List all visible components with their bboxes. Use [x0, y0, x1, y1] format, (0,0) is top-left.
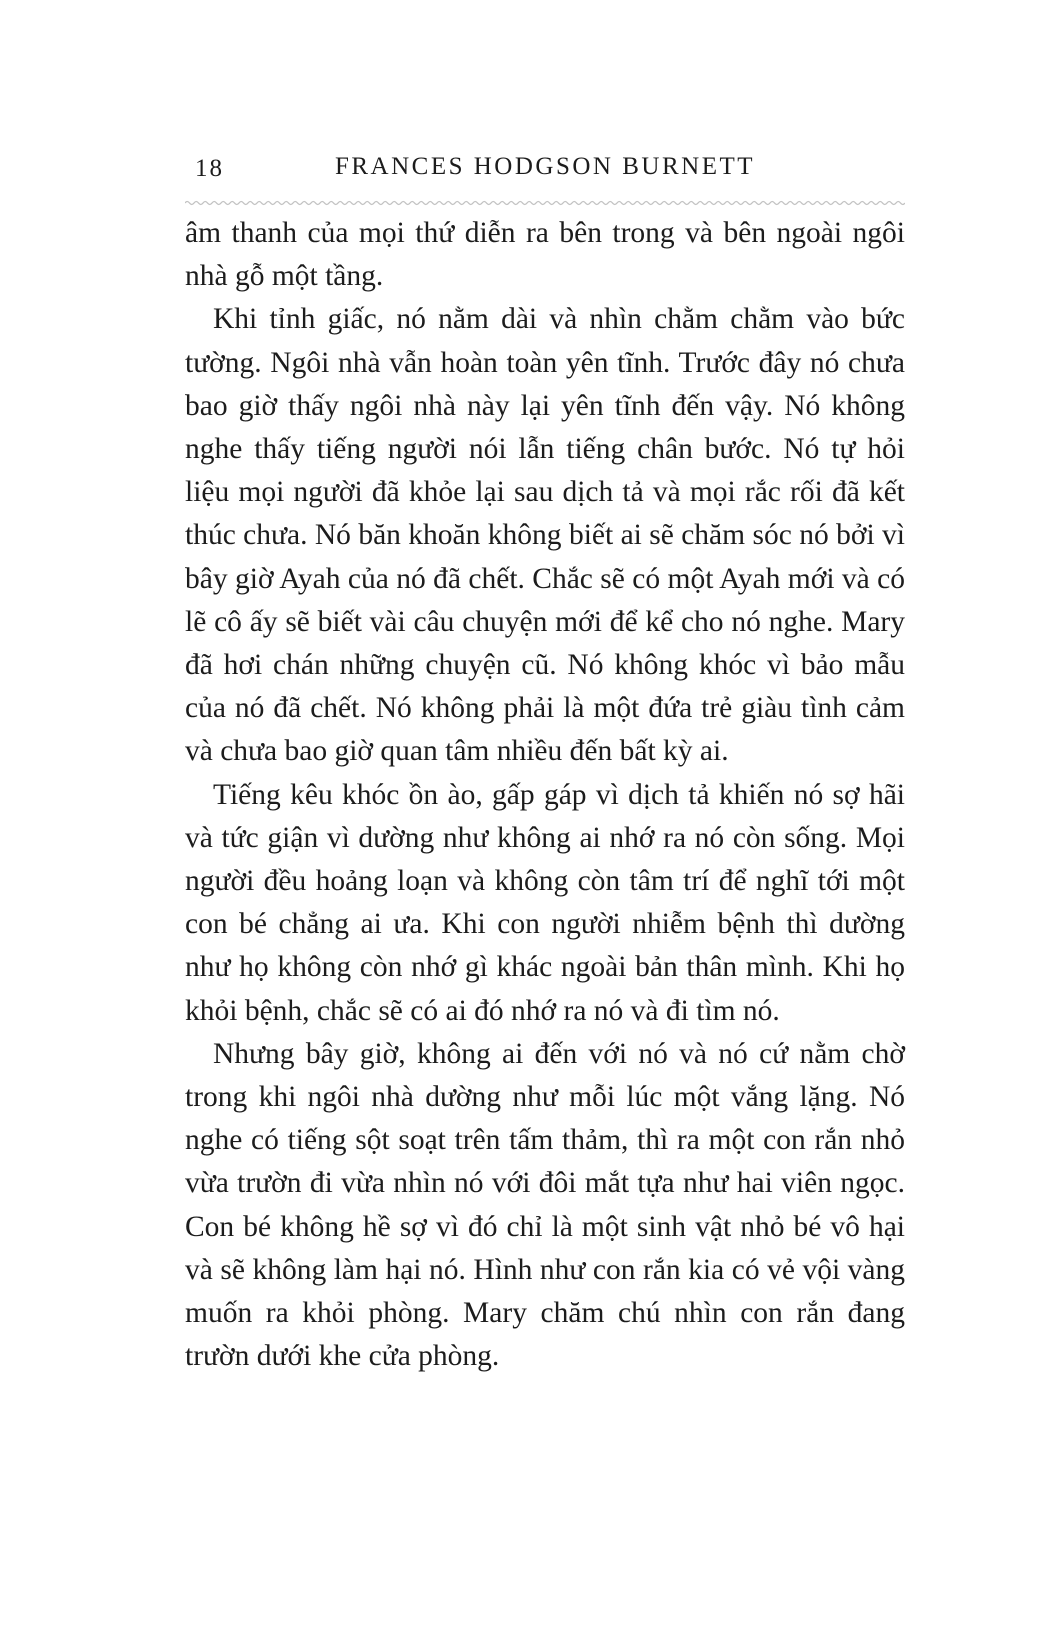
running-header-title: FRANCES HODGSON BURNETT [334, 153, 756, 180]
running-header [185, 153, 905, 189]
paragraph: Tiếng kêu khóc ồn ào, gấp gáp vì dịch tả khiến nó sợ hãi và tức giận vì dường như không ai nhớ ra nó còn sống. Mọi người đều hoảng loạn và không còn tâm trí để nghĩ tới một con bé chẳng ai ưa. Khi con người nhiễm bệnh thì dường như họ không còn nhớ gì khác ngoài bản thân mình. Khi họ khỏi bệnh, chắc sẽ có ai đó nhớ ra nó và đi tìm nó. [185, 778, 905, 1027]
header-rule-path [185, 202, 905, 205]
wavy-rule-decoration [185, 198, 905, 208]
page-body [185, 212, 905, 1378]
paragraph: Khi tỉnh giấc, nó nằm dài và nhìn chằm chằm vào bức tường. Ngôi nhà vẫn hoàn toàn yên tĩnh. Trước đây nó chưa bao giờ thấy ngôi nhà này lại yên tĩnh đến vậy. Nó không nghe thấy tiếng người nói lẫn tiếng chân bước. Nó tự hỏi liệu mọi người đã khỏe lại sau dịch tả và mọi rắc rối đã kết thúc chưa. Nó băn khoăn không biết ai sẽ chăm sóc nó bởi vì bây giờ Ayah của nó đã chết. Chắc sẽ có một Ayah mới và có lẽ cô ấy sẽ biết vài câu chuyện mới để kể cho nó nghe. Mary đã hơi chán những chuyện cũ. Nó không khóc vì bảo mẫu của nó đã chết. Nó không phải là một đứa trẻ giàu tình cảm và chưa bao giờ quan tâm nhiều đến bất kỳ ai. [185, 303, 905, 768]
paragraph: Nhưng bây giờ, không ai đến với nó và nó cứ nằm chờ trong khi ngôi nhà dường như mỗi lúc một vắng lặng. Nó nghe có tiếng sột soạt trên tấm thảm, thì ra một con rắn nhỏ vừa trườn đi vừa nhìn nó với đôi mắt tựa như hai viên ngọc. Con bé không hề sợ vì đó chỉ là một sinh vật nhỏ bé vô hại và sẽ không làm hại nó. Hình như con rắn kia có vẻ vội vàng muốn ra khỏi phòng. Mary chăm chú nhìn con rắn đang trườn dưới khe cửa phòng. [185, 1037, 905, 1373]
page-number: 18 [195, 155, 224, 182]
paragraph: âm thanh của mọi thứ diễn ra bên trong và bên ngoài ngôi nhà gỗ một tầng. [185, 217, 905, 293]
